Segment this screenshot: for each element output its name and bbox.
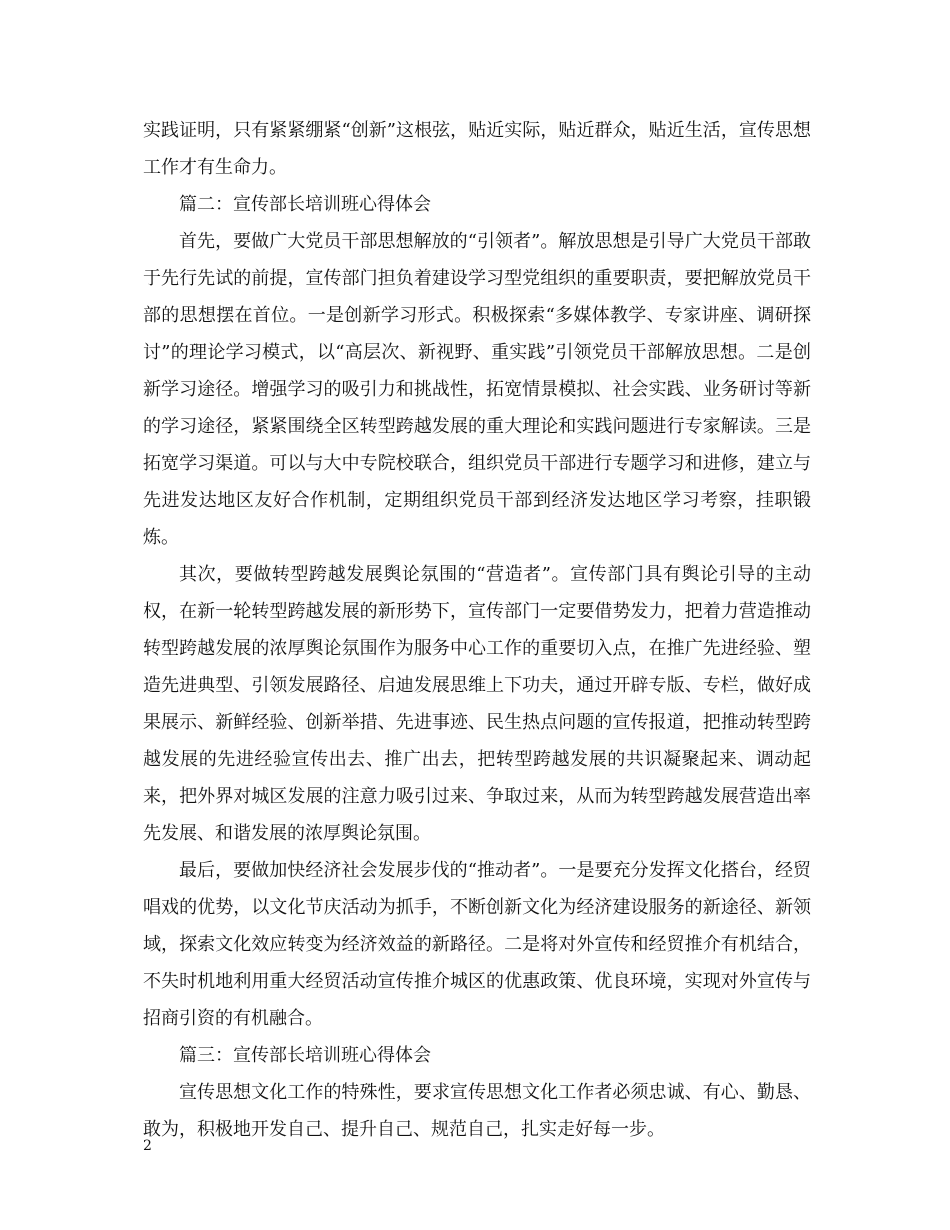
section-heading-3: 篇三：宣传部长培训班心得体会 <box>179 1045 431 1066</box>
section-heading-2: 篇二：宣传部长培训班心得体会 <box>179 194 431 215</box>
paragraph-4: 其次，要做转型跨越发展舆论氛围的“营造者”。宣传部门具有舆论引导的主动权，在新一轮转型跨越发展的新形势下，宣传部门一定要借势发力，把着力营造推动转型跨越发展的浓厚舆论氛围作为服务中心工作的重要切入点，在推广先进经验、塑造先进典型、引领发展路径、启迪发展思维上下功夫，通过开辟专版、专栏，做好成果展示、新鲜经验、创新举措、先进事迹、民生热点问题的宣传报道，把推动转型跨越发展的先进经验宣传出去、推广出去，把转型跨越发展的共识凝聚起来、调动起来，把外界对城区发展的注意力吸引过来、争取过来，从而为转型跨越发展营造出率先发展、和谐发展的浓厚舆论氛围。 <box>143 564 811 844</box>
paragraph-7: 宣传思想文化工作的特殊性，要求宣传思想文化工作者必须忠诚、有心、勤恳、敢为，积极地开发自己、提升自己、规范自己，扎实走好每一步。 <box>143 1082 811 1140</box>
paragraph-3: 首先，要做广大党员干部思想解放的“引领者”。解放思想是引导广大党员干部敢于先行先试的前提，宣传部门担负着建设学习型党组织的重要职责，要把解放党员干部的思想摆在首位。一是创新学习形式。积极探索“多媒体教学、专家讲座、调研探讨”的理论学习模式，以“高层次、新视野、重实践”引领党员干部解放思想。二是创新学习途径。增强学习的吸引力和挑战性，拓宽情景模拟、社会实践、业务研讨等新的学习途径，紧紧围绕全区转型跨越发展的重大理论和实践问题进行专家解读。三是拓宽学习渠道。可以与大中专院校联合，组织党员干部进行专题学习和进修，建立与先进发达地区友好合作机制，定期组织党员干部到经济发达地区学习考察，挂职锻炼。 <box>143 231 811 548</box>
paragraph-5: 最后，要做加快经济社会发展步伐的“推动者”。一是要充分发挥文化搭台，经贸唱戏的优势，以文化节庆活动为抓手，不断创新文化为经济建设服务的新途径、新领域，探索文化效应转变为经济效益的新路径。二是将对外宣传和经贸推介有机结合，不失时机地利用重大经贸活动宣传推介城区的优惠政策、优良环境，实现对外宣传与招商引资的有机融合。 <box>143 860 811 1029</box>
document-body <box>143 112 811 1148</box>
paragraph-1: 实践证明，只有紧紧绷紧“创新”这根弦，贴近实际，贴近群众，贴近生活，宣传思想工作才有生命力。 <box>143 120 811 178</box>
page-number: 2 <box>143 1138 152 1154</box>
